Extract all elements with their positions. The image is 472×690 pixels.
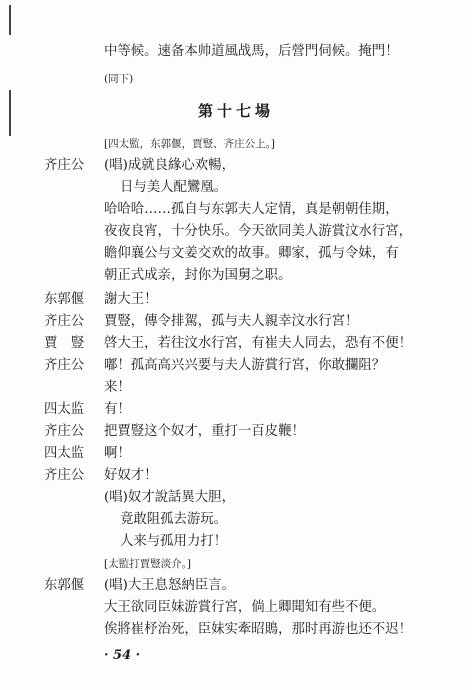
dialogue-line: (唱)奴才說話異大胆， xyxy=(104,490,235,505)
dialogue-line: 俟將崔杼治死，臣妹实牽昭鵙，那时再游也还不迟！ xyxy=(104,622,412,637)
dialogue-line: 夜夜良宵，十分快乐。今天欲同美人游賞汶水行宮， xyxy=(104,224,412,239)
dialogue-line: 中等候。速备本帅道風战馬，后營門伺候。掩門！ xyxy=(104,44,399,59)
margin-rule xyxy=(9,5,11,35)
speaker-name: 齐庄公 xyxy=(44,314,85,329)
dialogue-line: 朝正式成亲，封你为国舅之职。 xyxy=(104,268,292,283)
dialogue-line: 好奴才！ xyxy=(104,468,158,483)
dialogue-line: 嘟！孤高高兴兴要与夫人游賞行宮，你敢攔阻？ xyxy=(104,358,386,373)
dialogue-line: 来！ xyxy=(104,380,131,395)
speaker-name: 齐庄公 xyxy=(44,424,85,439)
page-number: · 54 · xyxy=(104,648,141,663)
dialogue-line: 瞻仰襄公与文姜交欢的故事。卿家，孤与令妹，有 xyxy=(104,246,399,261)
speaker-name: 东郭偃 xyxy=(44,292,85,307)
stage-direction: (同下) xyxy=(104,73,134,85)
dialogue-line: 啓大王，若往汶水行宮，有崔夫人同去，恐有不便！ xyxy=(104,336,412,351)
dialogue-line: 有！ xyxy=(104,402,131,417)
dialogue-line: 哈哈哈……孤自与东郭夫人定情，真是朝朝佳期， xyxy=(104,202,399,217)
dialogue-line: 啊！ xyxy=(104,446,131,461)
speaker-name: 齐庄公 xyxy=(44,468,85,483)
dialogue-line: 賈豎，傳令排駕，孤与夫人親幸汶水行宮！ xyxy=(104,314,359,329)
stage-direction: [太監打賈豎淡介。] xyxy=(104,558,191,570)
speaker-name: 齐庄公 xyxy=(44,158,85,173)
dialogue-line: 把賈豎这个奴才，重打一百皮鞭！ xyxy=(104,424,305,439)
speaker-name: 賈 豎 xyxy=(44,336,85,351)
speaker-name: 四太监 xyxy=(44,402,85,417)
dialogue-line: 竟敢阻孤去游玩。 xyxy=(120,512,228,527)
dialogue-line: (唱)大王息怒納臣言。 xyxy=(104,578,235,593)
dialogue-line: 日与美人配鸞凰。 xyxy=(120,180,228,195)
dialogue-line: 大王欲同臣妹游賞行宮，倘上卿聞知有些不便。 xyxy=(104,600,386,615)
speaker-name: 齐庄公 xyxy=(44,358,85,373)
stage-direction: [四太監，东郭偃，賈豎、齐庄公上。] xyxy=(104,138,275,150)
speaker-name: 四太监 xyxy=(44,446,85,461)
speaker-name: 东郭偃 xyxy=(44,578,85,593)
dialogue-line: 人来与孤用力打！ xyxy=(120,534,228,549)
dialogue-line: 謝大王！ xyxy=(104,292,158,307)
scene-title: 第十七場 xyxy=(197,102,274,120)
dialogue-line: (唱)成就良緣心欢暢， xyxy=(104,158,235,173)
